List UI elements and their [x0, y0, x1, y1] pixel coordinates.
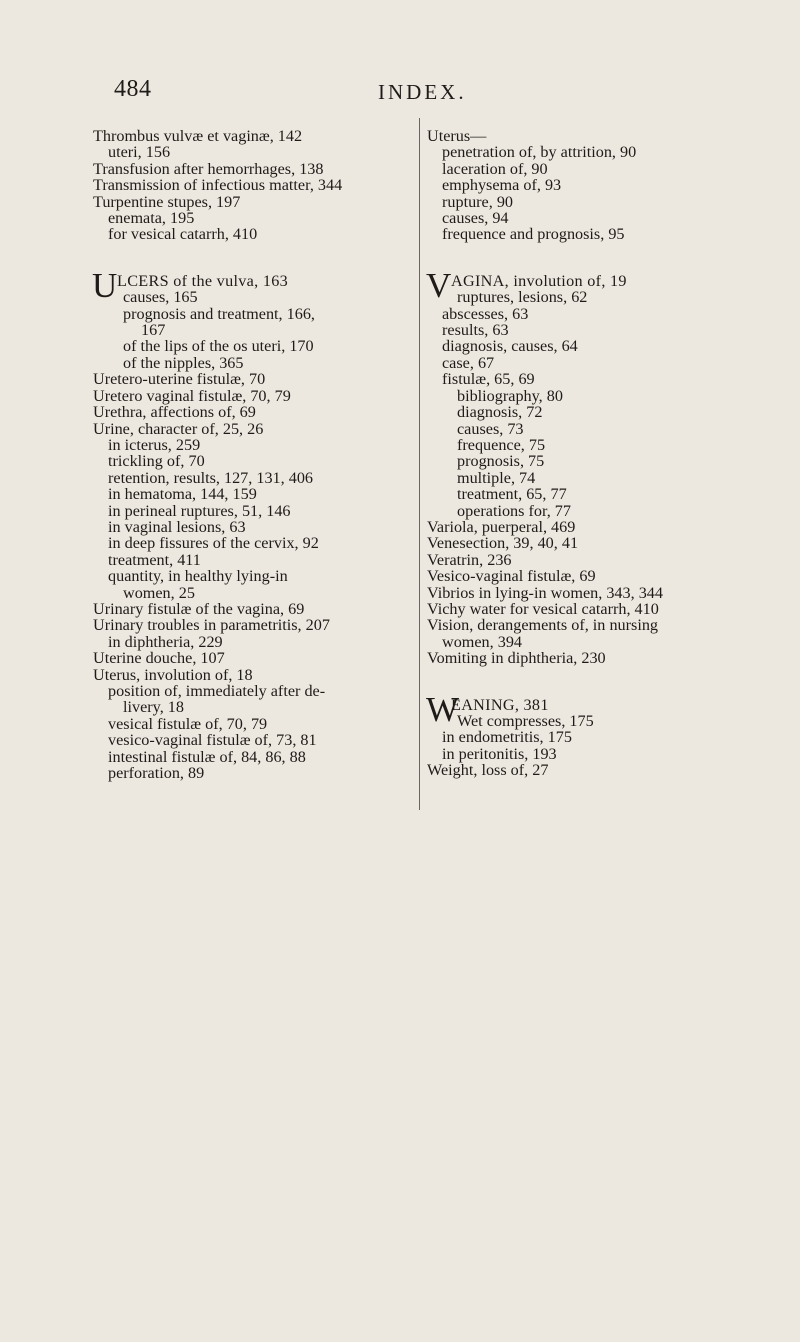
index-entry: ruptures, lesions, 62 — [457, 288, 588, 307]
index-entry: multiple, 74 — [457, 468, 536, 487]
index-entry: Turpentine stupes, 197 — [93, 192, 241, 211]
index-entry: Weight, loss of, 27 — [427, 761, 549, 780]
index-entry: in hematoma, 144, 159 — [108, 485, 257, 504]
index-entry: Uterine douche, 107 — [93, 649, 225, 668]
index-entry: women, 394 — [442, 632, 523, 651]
index-entry: Urethra, affections of, 69 — [93, 403, 256, 422]
index-column-left — [93, 128, 418, 781]
index-entry: retention, results, 127, 131, 406 — [108, 468, 314, 487]
index-entry: Vibrios in lying-in women, 343, 344 — [427, 583, 663, 602]
index-column-right — [427, 128, 717, 779]
index-entry: quantity, in healthy lying-in — [108, 567, 288, 586]
index-entry: Uterus, involution of, 18 — [93, 665, 253, 684]
index-entry: of the lips of the os uteri, 170 — [123, 337, 314, 356]
index-entry: prognosis and treatment, 166, — [123, 304, 315, 323]
index-entry: Vomiting in diphtheria, 230 — [427, 649, 606, 668]
index-entry: Vichy water for vesical catarrh, 410 — [427, 599, 659, 618]
index-entry: emphysema of, 93 — [442, 176, 562, 195]
index-entry: in vaginal lesions, 63 — [108, 517, 246, 536]
index-entry: diagnosis, 72 — [457, 403, 543, 422]
drop-cap-letter: V — [426, 265, 452, 305]
index-entry: Transmission of infectious matter, 344 — [93, 176, 343, 195]
index-entry: in diphtheria, 229 — [108, 632, 223, 651]
index-entry: Uterus— — [427, 127, 487, 145]
index-entry: fistulæ, 65, 69 — [442, 370, 535, 389]
index-entry: uteri, 156 — [108, 143, 171, 162]
index-entry: Urine, character of, 25, 26 — [93, 419, 264, 438]
index-entry: vesico-vaginal fistulæ of, 73, 81 — [108, 731, 317, 750]
index-entry: diagnosis, causes, 64 — [442, 337, 578, 356]
index-entry: for vesical catarrh, 410 — [108, 225, 258, 244]
index-entry: Veratrin, 236 — [427, 550, 512, 569]
index-entry: laceration of, 90 — [442, 159, 548, 178]
section-spacer — [427, 667, 717, 697]
index-entry: operations for, 77 — [457, 501, 571, 520]
index-entry: Urinary fistulæ of the vagina, 69 — [93, 599, 305, 618]
index-entry: rupture, 90 — [442, 192, 514, 211]
index-entry: case, 67 — [442, 353, 495, 372]
index-entry: frequence, 75 — [457, 435, 546, 454]
index-entry: Wet compresses, 175 — [457, 712, 594, 730]
index-entry: Uretero vaginal fistulæ, 70, 79 — [93, 386, 291, 405]
index-entry: Vesico-vaginal fistulæ, 69 — [427, 567, 596, 586]
index-entry: Transfusion after hemorrhages, 138 — [93, 159, 324, 178]
index-entry: Venesection, 39, 40, 41 — [427, 534, 579, 553]
index-entry: in perineal ruptures, 51, 146 — [108, 501, 291, 520]
index-entry: treatment, 411 — [108, 550, 201, 569]
index-entry: treatment, 65, 77 — [457, 485, 567, 504]
index-entry: Thrombus vulvæ et vaginæ, 142 — [93, 127, 303, 145]
index-entry: intestinal fistulæ of, 84, 86, 88 — [108, 747, 306, 766]
index-entry: abscesses, 63 — [442, 304, 529, 323]
index-entry: Urinary troubles in parametritis, 207 — [93, 616, 330, 635]
index-entry: in icterus, 259 — [108, 435, 201, 454]
index-entry: frequence and prognosis, 95 — [442, 225, 625, 244]
index-entry: Vision, derangements of, in nursing — [427, 616, 659, 635]
index-entry: in endometritis, 175 — [442, 728, 572, 747]
index-entry: enemata, 195 — [108, 209, 195, 228]
index-entry: position of, immediately after de- — [108, 682, 326, 700]
index-entry: penetration of, by attrition, 90 — [442, 143, 637, 162]
index-entry-text: AGINA, involution of, 19 — [451, 271, 627, 290]
running-head: INDEX. — [378, 80, 467, 104]
column-divider — [419, 118, 420, 810]
drop-cap-letter: U — [92, 265, 118, 305]
drop-cap-letter: W — [426, 689, 460, 729]
index-entry: Variola, puerperal, 469 — [427, 517, 576, 536]
index-entry: causes, 94 — [442, 209, 509, 228]
index-entry: of the nipples, 365 — [123, 353, 244, 372]
index-entry: bibliography, 80 — [457, 386, 563, 405]
index-entry: causes, 165 — [123, 288, 198, 307]
index-entry: Uretero-uterine fistulæ, 70 — [93, 370, 266, 389]
index-entry: perforation, 89 — [108, 764, 205, 783]
index-entry: in peritonitis, 193 — [442, 744, 557, 763]
index-entry: 167 — [141, 321, 166, 340]
index-entry: results, 63 — [442, 321, 509, 340]
index-entry-text: LCERS of the vulva, 163 — [117, 271, 289, 290]
index-entry: women, 25 — [123, 583, 195, 602]
index-entry: prognosis, 75 — [457, 452, 545, 471]
index-entry: livery, 18 — [123, 698, 184, 717]
index-entry: vesical fistulæ of, 70, 79 — [108, 714, 268, 733]
index-entry: in deep fissures of the cervix, 92 — [108, 534, 319, 553]
page-number: 484 — [114, 76, 152, 102]
index-entry: trickling of, 70 — [108, 452, 205, 471]
section-spacer — [427, 243, 717, 273]
index-entry-text: EANING, 381 — [451, 695, 549, 714]
section-spacer — [93, 243, 418, 273]
index-entry: causes, 73 — [457, 419, 524, 438]
